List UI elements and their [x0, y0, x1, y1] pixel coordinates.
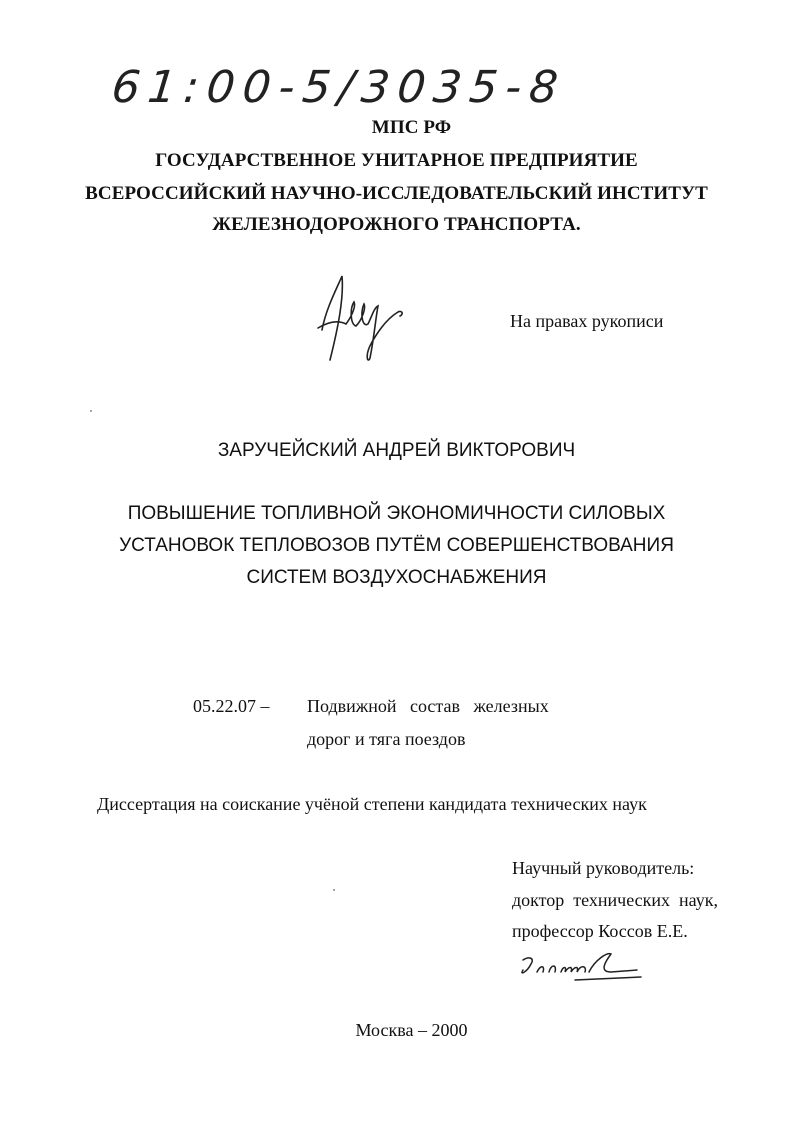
- specialty-name-line-1: Подвижной состав железных: [307, 696, 549, 716]
- place-and-year: Москва – 2000: [355, 1020, 468, 1040]
- thesis-title-line-1: ПОВЫШЕНИЕ ТОПЛИВНОЙ ЭКОНОМИЧНОСТИ СИЛОВЫХ: [127, 503, 666, 524]
- supervisor-signature: [515, 950, 645, 990]
- author-signature: [308, 268, 418, 368]
- supervisor-name: профессор Коссов Е.Е.: [512, 921, 688, 941]
- thesis-title-line-3: СИСТЕМ ВОЗДУХОСНАБЖЕНИЯ: [246, 567, 547, 588]
- org-line-3: ЖЕЛЕЗНОДОРОЖНОГО ТРАНСПОРТА.: [212, 214, 581, 235]
- thesis-title-line-2: УСТАНОВОК ТЕПЛОВОЗОВ ПУТЁМ СОВЕРШЕНСТВОВАНИЯ: [119, 535, 674, 556]
- org-line-1: ГОСУДАРСТВЕННОЕ УНИТАРНОЕ ПРЕДПРИЯТИЕ: [155, 150, 638, 171]
- specialty-name-line-2: дорог и тяга поездов: [307, 729, 466, 749]
- speck: [333, 889, 335, 891]
- specialty-code: 05.22.07 –: [193, 696, 270, 716]
- archive-code: 61:00-5/3035-8: [109, 62, 569, 113]
- speck: [90, 410, 92, 412]
- supervisor-label: Научный руководитель:: [512, 858, 695, 878]
- supervisor-degree: доктор технических наук,: [512, 890, 718, 910]
- org-line-2: ВСЕРОССИЙСКИЙ НАУЧНО-ИССЛЕДОВАТЕЛЬСКИЙ ИНСТИТУТ: [85, 183, 708, 204]
- dissertation-statement: Диссертация на соискание учёной степени кандидата технических наук: [97, 794, 647, 814]
- manuscript-rights: На правах рукописи: [510, 311, 664, 331]
- author-name: ЗАРУЧЕЙСКИЙ АНДРЕЙ ВИКТОРОВИЧ: [217, 440, 576, 461]
- ministry-heading: МПС РФ: [371, 117, 452, 138]
